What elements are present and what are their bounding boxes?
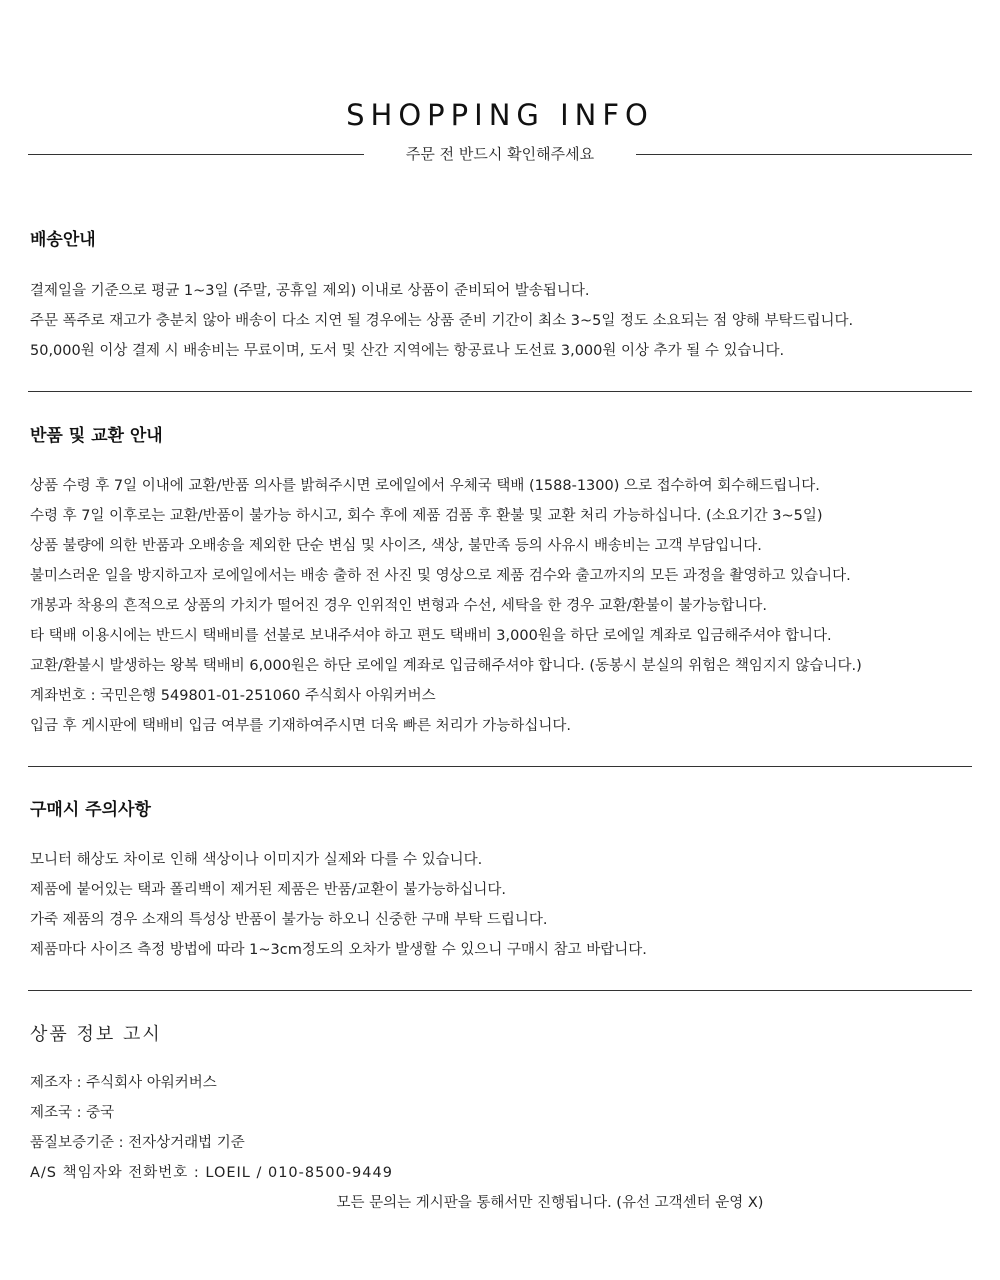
notice-row-manufacturer: 제조자 : 주식회사 아워커버스 <box>30 1075 217 1091</box>
caution-line: 제품에 붙어있는 택과 폴리백이 제거된 제품은 반품/교환이 불가능하십니다. <box>30 882 506 898</box>
returns-line: 교환/환불시 발생하는 왕복 택배비 6,000원은 하단 로에일 계좌로 입금해주셔야 합니다. (동봉시 분실의 위험은 책임지지 않습니다.) <box>30 658 862 674</box>
section-divider <box>28 766 972 767</box>
caution-line: 모니터 해상도 차이로 인해 색상이나 이미지가 실제와 다를 수 있습니다. <box>30 852 483 868</box>
notice-row-warranty: 품질보증기준 : 전자상거래법 기준 <box>30 1135 245 1151</box>
subtitle-divider-right <box>636 154 972 155</box>
shipping-line: 주문 폭주로 재고가 충분치 않아 배송이 다소 지연 될 경우에는 상품 준비 기간이 최소 3~5일 정도 소요되는 점 양해 부탁드립니다. <box>30 313 854 329</box>
caution-section <box>30 798 975 965</box>
returns-heading: 반품 및 교환 안내 <box>30 426 163 446</box>
shipping-heading: 배송안내 <box>30 230 96 250</box>
page-subtitle: 주문 전 반드시 확인해주세요 <box>405 145 595 163</box>
footer-note: 모든 문의는 게시판을 통해서만 진행됩니다. (유선 고객센터 운영 X) <box>336 1195 764 1211</box>
returns-line: 타 택배 이용시에는 반드시 택배비를 선불로 보내주셔야 하고 편도 택배비 3,000원을 하단 로에일 계좌로 입금해주셔야 합니다. <box>30 628 832 644</box>
page-title: SHOPPING INFO <box>346 98 654 132</box>
shipping-line: 50,000원 이상 결제 시 배송비는 무료이며, 도서 및 산간 지역에는 항공료나 도선료 3,000원 이상 추가 될 수 있습니다. <box>30 343 785 359</box>
returns-line: 상품 불량에 의한 반품과 오배송을 제외한 단순 변심 및 사이즈, 색상, 불만족 등의 사유시 배송비는 고객 부담입니다. <box>30 538 762 554</box>
notice-heading: 상품 정보 고시 <box>30 1024 162 1045</box>
returns-line: 수령 후 7일 이후로는 교환/반품이 불가능 하시고, 회수 후에 제품 검품 후 환불 및 교환 처리 가능하십니다. (소요기간 3~5일) <box>30 508 823 524</box>
subtitle-row <box>28 142 972 166</box>
shipping-section <box>30 228 975 366</box>
returns-line: 불미스러운 일을 방지하고자 로에일에서는 배송 출하 전 사진 및 영상으로 제품 검수와 출고까지의 모든 과정을 촬영하고 있습니다. <box>30 568 851 584</box>
caution-heading: 구매시 주의사항 <box>30 800 151 820</box>
returns-section <box>30 424 975 741</box>
returns-line: 상품 수령 후 7일 이내에 교환/반품 의사를 밝혀주시면 로에일에서 우체국 택배 (1588-1300) 으로 접수하여 회수해드립니다. <box>30 478 820 494</box>
notice-row-as-contact: A/S 책임자와 전화번호 : LOEIL / 010-8500-9449 <box>30 1165 393 1181</box>
notice-list <box>30 1068 970 1188</box>
section-divider <box>28 990 972 991</box>
caution-line: 가죽 제품의 경우 소재의 특성상 반품이 불가능 하오니 신중한 구매 부탁 드립니다. <box>30 912 548 928</box>
returns-line: 계좌번호 : 국민은행 549801-01-251060 주식회사 아워커버스 <box>30 688 436 704</box>
caution-line: 제품마다 사이즈 측정 방법에 따라 1~3cm정도의 오차가 발생할 수 있으니 구매시 참고 바랍니다. <box>30 942 647 958</box>
notice-row-country: 제조국 : 중국 <box>30 1105 115 1121</box>
returns-line: 입금 후 게시판에 택배비 입금 여부를 기재하여주시면 더욱 빠른 처리가 가능하십니다. <box>30 718 571 734</box>
returns-line: 개봉과 착용의 흔적으로 상품의 가치가 떨어진 경우 인위적인 변형과 수선, 세탁을 한 경우 교환/환불이 불가능합니다. <box>30 598 767 614</box>
shipping-line: 결제일을 기준으로 평균 1~3일 (주말, 공휴일 제외) 이내로 상품이 준비되어 발송됩니다. <box>30 283 590 299</box>
section-divider <box>28 391 972 392</box>
